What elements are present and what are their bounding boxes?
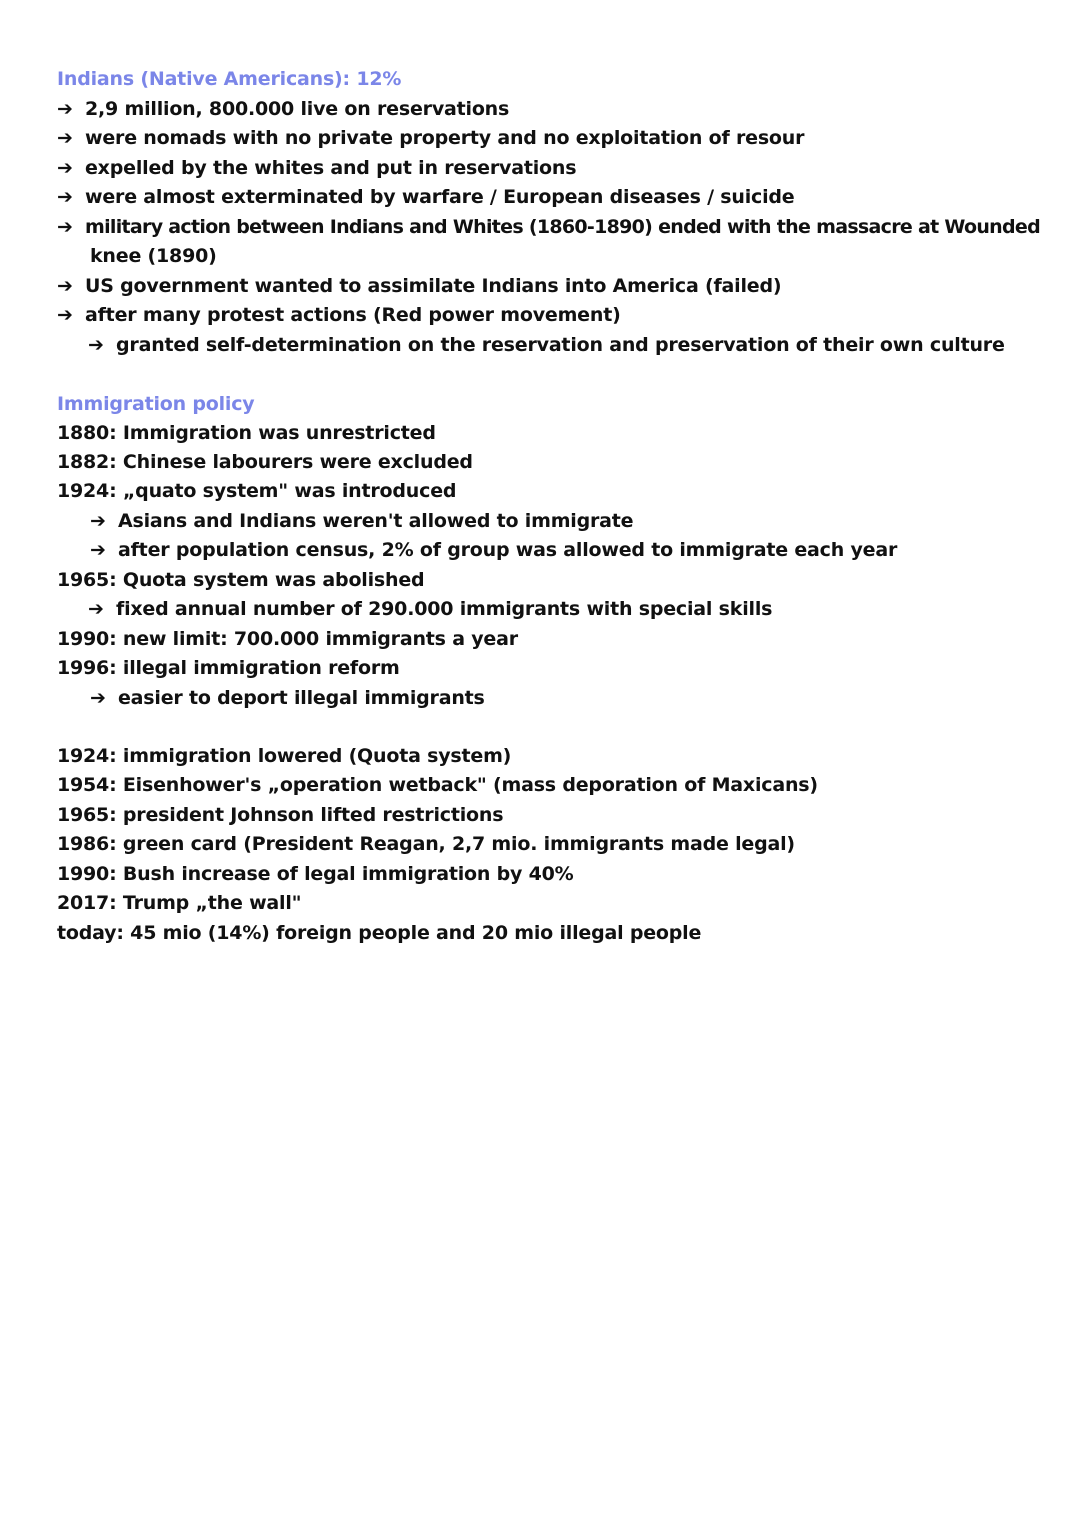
timeline-line: 1965: Quota system was abolished <box>57 569 425 591</box>
timeline-line: today: 45 mio (14%) foreign people and 20 mio illegal people <box>57 922 702 944</box>
arrow-icon: ➔ <box>88 334 104 356</box>
sub-bullet-line: ➔ after population census, 2% of group was allowed to immigrate each year <box>90 536 897 564</box>
sub-bullet-line: ➔ granted self-determination on the reservation and preservation of their own culture <box>88 331 1005 359</box>
bullet-line: ➔ US government wanted to assimilate Indians into America (failed) <box>57 272 781 300</box>
timeline-line: 1882: Chinese labourers were excluded <box>57 451 473 473</box>
timeline-line: 1990: Bush increase of legal immigration by 40% <box>57 863 574 885</box>
arrow-icon: ➔ <box>57 304 73 326</box>
sub-bullet-line: ➔ fixed annual number of 290.000 immigrants with special skills <box>88 595 772 623</box>
timeline-line: 1996: illegal immigration reform <box>57 657 400 679</box>
arrow-icon: ➔ <box>90 510 106 532</box>
sub-bullet-line: ➔ Asians and Indians weren't allowed to immigrate <box>90 507 633 535</box>
timeline-line: 1924: immigration lowered (Quota system) <box>57 745 512 767</box>
arrow-icon: ➔ <box>57 127 73 149</box>
timeline-line: 1986: green card (President Reagan, 2,7 mio. immigrants made legal) <box>57 833 795 855</box>
sub-bullet-line: ➔ easier to deport illegal immigrants <box>90 684 485 712</box>
bullet-line: ➔ after many protest actions (Red power movement) <box>57 301 621 329</box>
arrow-icon: ➔ <box>57 275 73 297</box>
arrow-icon: ➔ <box>90 687 106 709</box>
bullet-line: ➔ 2,9 million, 800.000 live on reservations <box>57 95 509 123</box>
arrow-icon: ➔ <box>57 98 73 120</box>
timeline-line: 1924: „quato system" was introduced <box>57 480 457 502</box>
bullet-line: ➔ were nomads with no private property and no exploitation of resour <box>57 124 804 152</box>
arrow-icon: ➔ <box>90 539 106 561</box>
arrow-icon: ➔ <box>57 216 73 238</box>
timeline-line: 1880: Immigration was unrestricted <box>57 422 436 444</box>
arrow-icon: ➔ <box>57 186 73 208</box>
arrow-icon: ➔ <box>88 598 104 620</box>
bullet-line: ➔ military action between Indians and Whites (1860-1890) ended with the massacre at Wounded <box>57 213 1040 241</box>
bullet-line: ➔ expelled by the whites and put in reservations <box>57 154 576 182</box>
immigration-policy-heading: Immigration policy <box>57 393 255 415</box>
arrow-icon: ➔ <box>57 157 73 179</box>
timeline-line: 1954: Eisenhower's „operation wetback" (mass deporation of Maxicans) <box>57 774 818 796</box>
timeline-line: 1990: new limit: 700.000 immigrants a year <box>57 628 518 650</box>
bullet-line: ➔ were almost exterminated by warfare / European diseases / suicide <box>57 183 794 211</box>
timeline-line: 2017: Trump „the wall" <box>57 892 302 914</box>
bullet-continuation: knee (1890) <box>90 245 217 267</box>
timeline-line: 1965: president Johnson lifted restrictions <box>57 804 504 826</box>
indians-heading: Indians (Native Americans): 12% <box>57 68 402 90</box>
